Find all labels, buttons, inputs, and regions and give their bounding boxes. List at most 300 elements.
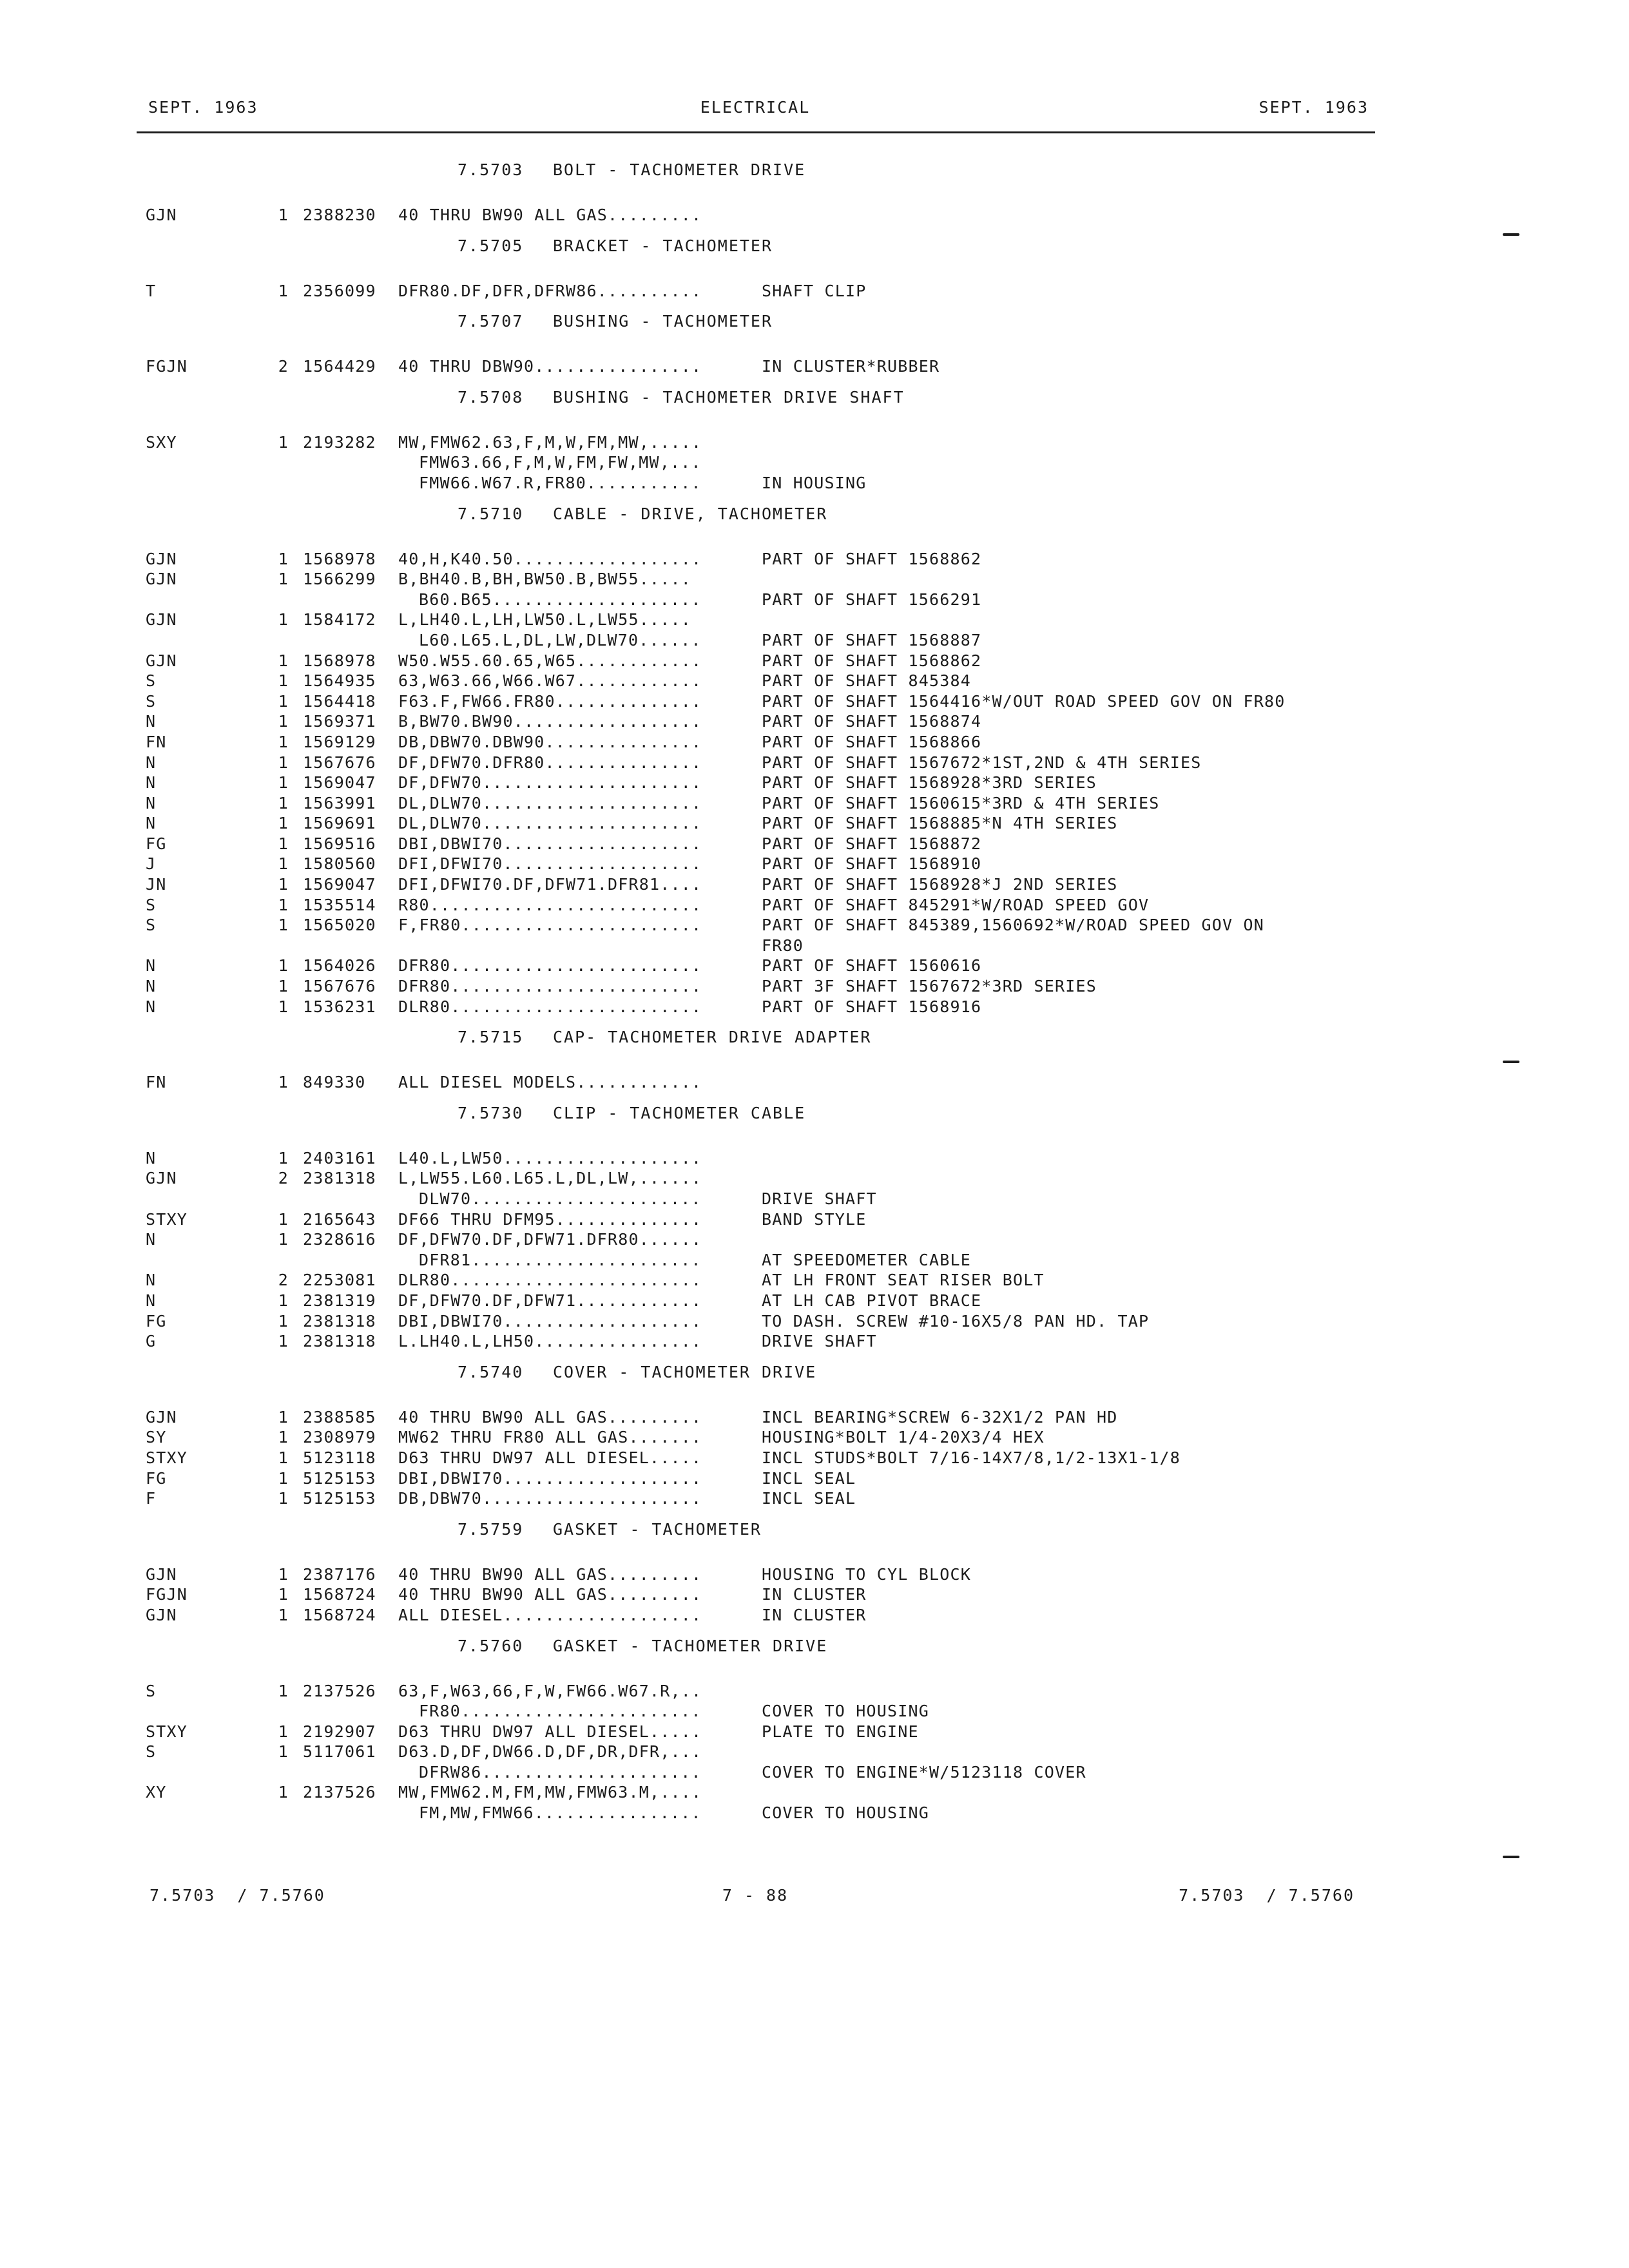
part-entry <box>0 1229 1629 1270</box>
part-number: 1584172 <box>303 610 376 629</box>
part-entry <box>0 1584 1629 1605</box>
model-applicability: MW62 THRU FR80 ALL GAS....... <box>398 1428 702 1447</box>
entry-line <box>0 1229 1629 1250</box>
quantity: 1 <box>278 1407 289 1427</box>
model-applicability: B,BH40.B,BH,BW50.B,BW55..... <box>398 570 692 589</box>
entry-line <box>0 452 1629 473</box>
part-number: 2388585 <box>303 1407 376 1427</box>
part-note: PART OF SHAFT 1568928*J 2ND SERIES <box>762 875 1118 894</box>
part-number: 2388230 <box>303 206 376 224</box>
part-number: 1580560 <box>303 854 376 874</box>
quantity: 1 <box>278 1448 289 1467</box>
model-applicability: DB,DBW70.DBW90............... <box>398 732 702 751</box>
part-note: HOUSING*BOLT 1/4-20X3/4 HEX <box>762 1428 1045 1447</box>
model-applicability: FMW63.66,F,M,W,FM,FW,MW,... <box>419 453 702 472</box>
usage-code: F <box>146 1489 157 1508</box>
header-date-left: SEPT. 1963 <box>148 98 258 117</box>
model-applicability: DFRW86..................... <box>419 1762 702 1782</box>
part-number: 5125153 <box>303 1468 376 1488</box>
part-note: PART OF SHAFT 1566291 <box>762 590 982 609</box>
usage-code: N <box>146 814 157 833</box>
model-applicability: F,FR80....................... <box>398 916 702 935</box>
entry-line <box>0 281 1629 302</box>
margin-mark <box>1503 1856 1519 1858</box>
catalog-section <box>0 226 1629 302</box>
entry-line <box>0 432 1629 453</box>
quantity: 1 <box>278 651 289 670</box>
section-heading <box>0 1093 1629 1134</box>
entry-line <box>0 854 1629 874</box>
usage-code: J <box>146 854 157 874</box>
section-title: BRACKET - TACHOMETER <box>553 236 773 255</box>
entry-line <box>0 732 1629 753</box>
model-applicability: D63 THRU DW97 ALL DIESEL..... <box>398 1722 702 1741</box>
part-number: 2381318 <box>303 1311 376 1331</box>
section-spacer <box>0 1550 1629 1564</box>
usage-code: JN <box>146 875 167 894</box>
part-number: 1569371 <box>303 712 376 731</box>
entry-line <box>0 1331 1629 1352</box>
usage-code: FGJN <box>146 357 188 376</box>
quantity: 1 <box>278 1428 289 1447</box>
usage-code: FG <box>146 1468 167 1488</box>
catalog-section <box>0 149 1629 226</box>
section-number: 7.5708 <box>458 387 524 407</box>
model-applicability: DFR80........................ <box>398 977 702 996</box>
entry-line <box>0 1209 1629 1230</box>
entry-line <box>0 834 1629 854</box>
section-spacer <box>0 267 1629 281</box>
header-rule <box>137 131 1375 133</box>
catalog-section <box>0 1352 1629 1509</box>
model-applicability: DLR80........................ <box>398 997 702 1016</box>
part-note: IN CLUSTER*RUBBER <box>762 357 940 376</box>
section-title: COVER - TACHOMETER DRIVE <box>553 1362 817 1381</box>
section-title: GASKET - TACHOMETER <box>553 1519 762 1539</box>
model-applicability: D63.D,DF,DW66.D,DF,DR,DFR,... <box>398 1742 702 1762</box>
part-number: 1564418 <box>303 691 376 711</box>
part-entry <box>0 834 1629 854</box>
usage-code: S <box>146 1681 157 1700</box>
entry-line <box>0 1742 1629 1762</box>
quantity: 2 <box>278 1271 289 1290</box>
usage-code: FG <box>146 1311 167 1331</box>
usage-code: GJN <box>146 1605 177 1624</box>
part-number: 2253081 <box>303 1271 376 1290</box>
part-note: INCL SEAL <box>762 1489 856 1508</box>
part-entry <box>0 651 1629 671</box>
entry-line <box>0 590 1629 610</box>
entry-line <box>0 1681 1629 1702</box>
section-title: CABLE - DRIVE, TACHOMETER <box>553 504 828 523</box>
section-heading <box>0 1017 1629 1058</box>
part-note: COVER TO ENGINE*W/5123118 COVER <box>762 1762 1086 1782</box>
part-number: 5117061 <box>303 1742 376 1762</box>
part-number: 2192907 <box>303 1722 376 1741</box>
part-note: COVER TO HOUSING <box>762 1702 930 1721</box>
quantity: 1 <box>278 671 289 691</box>
part-number: 2381318 <box>303 1169 376 1188</box>
section-number: 7.5730 <box>458 1103 524 1122</box>
quantity: 1 <box>278 206 289 224</box>
margin-mark <box>1503 233 1519 236</box>
section-title: BUSHING - TACHOMETER <box>553 312 773 331</box>
part-note: PART OF SHAFT 1568866 <box>762 732 982 751</box>
model-applicability: DF,DFW70.DFR80............... <box>398 753 702 772</box>
quantity: 1 <box>278 1722 289 1741</box>
part-note: TO DASH. SCREW #10-16X5/8 PAN HD. TAP <box>762 1311 1150 1331</box>
model-applicability: DF,DFW70.DF,DFW71............ <box>398 1291 702 1310</box>
section-title: BUSHING - TACHOMETER DRIVE SHAFT <box>553 387 905 407</box>
quantity: 1 <box>278 977 289 996</box>
part-number: 1564935 <box>303 671 376 691</box>
quantity: 1 <box>278 691 289 711</box>
section-heading <box>0 1509 1629 1550</box>
entry-line <box>0 1407 1629 1428</box>
entry-line <box>0 976 1629 997</box>
section-title: BOLT - TACHOMETER DRIVE <box>553 160 806 179</box>
usage-code: G <box>146 1332 157 1351</box>
model-applicability: DBI,DBWI70................... <box>398 1468 702 1488</box>
model-applicability: FR80....................... <box>419 1702 702 1721</box>
model-applicability: DL,DLW70..................... <box>398 814 702 833</box>
model-applicability: B60.B65.................... <box>419 590 702 609</box>
model-applicability: DLW70...................... <box>419 1189 702 1208</box>
part-note: AT LH FRONT SEAT RISER BOLT <box>762 1271 1045 1290</box>
model-applicability: MW,FMW62.63,F,M,W,FM,MW,..... <box>398 432 702 452</box>
section-heading <box>0 1352 1629 1393</box>
quantity: 1 <box>278 1605 289 1624</box>
quantity: 1 <box>278 753 289 772</box>
part-entry <box>0 671 1629 691</box>
entry-line <box>0 1803 1629 1823</box>
part-entry <box>0 281 1629 302</box>
model-applicability: D63 THRU DW97 ALL DIESEL..... <box>398 1448 702 1467</box>
part-note: INCL SEAL <box>762 1468 856 1488</box>
part-note: PLATE TO ENGINE <box>762 1722 919 1741</box>
quantity: 1 <box>278 1742 289 1762</box>
entry-line <box>0 1072 1629 1093</box>
part-entry <box>0 1468 1629 1489</box>
part-note: PART OF SHAFT 1568916 <box>762 997 982 1016</box>
footer-range-left: 7.5703 / 7.5760 <box>149 1886 325 1905</box>
section-spacer <box>0 1058 1629 1072</box>
margin-mark <box>1503 1061 1519 1063</box>
part-entry <box>0 1407 1629 1428</box>
part-note: INCL BEARING*SCREW 6-32X1/2 PAN HD <box>762 1407 1118 1427</box>
quantity: 1 <box>278 1489 289 1508</box>
part-number: 2165643 <box>303 1209 376 1229</box>
part-entry <box>0 1270 1629 1291</box>
entry-line <box>0 1168 1629 1189</box>
entry-line <box>0 1605 1629 1626</box>
entry-line <box>0 610 1629 630</box>
entry-line <box>0 1564 1629 1585</box>
usage-code: N <box>146 712 157 731</box>
part-note: INCL STUDS*BOLT 7/16-14X7/8,1/2-13X1-1/8 <box>762 1448 1181 1467</box>
quantity: 1 <box>278 854 289 874</box>
part-entry <box>0 732 1629 753</box>
part-entry <box>0 915 1629 956</box>
model-applicability: DBI,DBWI70................... <box>398 834 702 853</box>
entry-line <box>0 630 1629 651</box>
entry-line <box>0 1427 1629 1448</box>
part-entry <box>0 976 1629 997</box>
entry-line <box>0 473 1629 494</box>
usage-code: FN <box>146 1073 167 1092</box>
part-number: 1569047 <box>303 773 376 793</box>
part-note: DRIVE SHAFT <box>762 1189 877 1208</box>
part-number: 1569691 <box>303 814 376 833</box>
part-entry <box>0 1291 1629 1311</box>
part-note: PART OF SHAFT 1568885*N 4TH SERIES <box>762 814 1118 833</box>
part-note: PART OF SHAFT 1568928*3RD SERIES <box>762 773 1097 793</box>
section-number: 7.5740 <box>458 1362 524 1381</box>
usage-code: S <box>146 1742 157 1762</box>
part-note: DRIVE SHAFT <box>762 1332 877 1351</box>
section-heading <box>0 494 1629 535</box>
section-spacer <box>0 191 1629 205</box>
part-entry <box>0 1722 1629 1742</box>
model-applicability: 40 THRU BW90 ALL GAS......... <box>398 206 702 224</box>
section-spacer <box>0 342 1629 356</box>
usage-code: GJN <box>146 206 177 224</box>
entry-line <box>0 793 1629 814</box>
part-note: HOUSING TO CYL BLOCK <box>762 1564 972 1584</box>
part-number: 1565020 <box>303 916 376 935</box>
usage-code: N <box>146 1291 157 1310</box>
part-number: 2328616 <box>303 1230 376 1249</box>
part-entry <box>0 1072 1629 1093</box>
part-note: PART OF SHAFT 845384 <box>762 671 972 691</box>
part-note: PART OF SHAFT 1568872 <box>762 834 982 853</box>
catalog-section <box>0 377 1629 494</box>
part-number: 1568978 <box>303 549 376 568</box>
part-note: AT SPEEDOMETER CABLE <box>762 1250 972 1269</box>
part-note: PART OF SHAFT 845389,1560692*W/ROAD SPEED GOV ON <box>762 916 1265 935</box>
section-number: 7.5707 <box>458 312 524 331</box>
section-title: CAP- TACHOMETER DRIVE ADAPTER <box>553 1028 872 1047</box>
part-number: 2356099 <box>303 281 376 300</box>
page-header <box>137 98 1374 129</box>
section-heading <box>0 226 1629 267</box>
entry-line <box>0 1270 1629 1291</box>
usage-code: S <box>146 895 157 914</box>
section-heading <box>0 377 1629 418</box>
section-spacer <box>0 535 1629 549</box>
entry-line <box>0 956 1629 976</box>
part-entry <box>0 854 1629 874</box>
part-note: IN HOUSING <box>762 473 867 492</box>
model-applicability: FMW66.W67.R,FR80........... <box>419 473 702 492</box>
entry-line <box>0 651 1629 671</box>
model-applicability: DF66 THRU DFM95.............. <box>398 1209 702 1229</box>
model-applicability: FM,MW,FMW66................ <box>419 1803 702 1823</box>
usage-code: FG <box>146 834 167 853</box>
part-number: 1569129 <box>303 732 376 751</box>
entry-line <box>0 549 1629 570</box>
entry-line <box>0 1468 1629 1489</box>
entry-line <box>0 1291 1629 1311</box>
entry-line <box>0 205 1629 226</box>
part-note: BAND STYLE <box>762 1209 867 1229</box>
part-number: 5125153 <box>303 1489 376 1508</box>
part-entry <box>0 1681 1629 1722</box>
section-number: 7.5759 <box>458 1519 524 1539</box>
usage-code: N <box>146 773 157 793</box>
entry-line <box>0 1584 1629 1605</box>
usage-code: N <box>146 1271 157 1290</box>
part-note: PART OF SHAFT 1568910 <box>762 854 982 874</box>
part-entry <box>0 997 1629 1017</box>
quantity: 1 <box>278 1291 289 1310</box>
model-applicability: 40 THRU BW90 ALL GAS......... <box>398 1585 702 1604</box>
section-spacer <box>0 418 1629 432</box>
section-heading <box>0 301 1629 342</box>
catalog-section <box>0 301 1629 377</box>
quantity: 1 <box>278 1585 289 1604</box>
part-note: PART OF SHAFT 1560615*3RD & 4TH SERIES <box>762 793 1160 812</box>
part-entry <box>0 711 1629 732</box>
quantity: 1 <box>278 814 289 833</box>
part-entry <box>0 1148 1629 1169</box>
section-heading <box>0 149 1629 191</box>
page-footer <box>137 1886 1374 1912</box>
part-note: PART OF SHAFT 1560616 <box>762 956 982 975</box>
usage-code: GJN <box>146 610 177 629</box>
usage-code: STXY <box>146 1209 188 1229</box>
usage-code: GJN <box>146 549 177 568</box>
part-number: 849330 <box>303 1073 366 1092</box>
footer-page-number: 7 - 88 <box>722 1886 789 1905</box>
catalog-section <box>0 1509 1629 1626</box>
part-entry <box>0 691 1629 712</box>
part-number: 2381319 <box>303 1291 376 1310</box>
section-number: 7.5710 <box>458 504 524 523</box>
entry-line <box>0 936 1629 956</box>
quantity: 1 <box>278 895 289 914</box>
section-title: GASKET - TACHOMETER DRIVE <box>553 1636 828 1655</box>
part-entry <box>0 356 1629 377</box>
entry-line <box>0 895 1629 916</box>
part-number: 2308979 <box>303 1428 376 1447</box>
part-note: IN CLUSTER <box>762 1585 867 1604</box>
model-applicability: 40 THRU BW90 ALL GAS......... <box>398 1407 702 1427</box>
model-applicability: L.LH40.L,LH50................ <box>398 1332 702 1351</box>
entry-line <box>0 1701 1629 1722</box>
part-number: 1566299 <box>303 570 376 589</box>
part-number: 2137526 <box>303 1681 376 1700</box>
part-entry <box>0 569 1629 610</box>
model-applicability: ALL DIESEL................... <box>398 1605 702 1624</box>
part-number: 1568724 <box>303 1585 376 1604</box>
part-entry <box>0 773 1629 793</box>
header-category: ELECTRICAL <box>700 98 811 117</box>
section-number: 7.5703 <box>458 160 524 179</box>
part-number: 1568978 <box>303 651 376 670</box>
quantity: 1 <box>278 432 289 452</box>
entry-line <box>0 1762 1629 1783</box>
entry-line <box>0 1782 1629 1803</box>
usage-code: STXY <box>146 1448 188 1467</box>
part-note: PART 3F SHAFT 1567672*3RD SERIES <box>762 977 1097 996</box>
usage-code: GJN <box>146 651 177 670</box>
catalog-section <box>0 1017 1629 1093</box>
usage-code: GJN <box>146 570 177 589</box>
model-applicability: W50.W55.60.65,W65............ <box>398 651 702 670</box>
part-note: PART OF SHAFT 845291*W/ROAD SPEED GOV <box>762 895 1150 914</box>
model-applicability: DLR80........................ <box>398 1271 702 1290</box>
part-entry <box>0 1742 1629 1782</box>
entry-line <box>0 753 1629 773</box>
part-note: PART OF SHAFT 1568887 <box>762 630 982 649</box>
model-applicability: MW,FMW62.M,FM,MW,FMW63.M,.... <box>398 1783 702 1802</box>
usage-code: N <box>146 793 157 812</box>
quantity: 1 <box>278 834 289 853</box>
entry-line <box>0 1311 1629 1332</box>
part-entry <box>0 1331 1629 1352</box>
entry-line <box>0 773 1629 793</box>
quantity: 1 <box>278 1564 289 1584</box>
model-applicability: DBI,DBWI70................... <box>398 1311 702 1331</box>
usage-code: N <box>146 956 157 975</box>
entry-line <box>0 711 1629 732</box>
part-entry <box>0 753 1629 773</box>
usage-code: S <box>146 916 157 935</box>
entry-line <box>0 1250 1629 1271</box>
model-applicability: L60.L65.L,DL,LW,DLW70...... <box>419 630 702 649</box>
part-number: 1564026 <box>303 956 376 975</box>
model-applicability: 40,H,K40.50.................. <box>398 549 702 568</box>
footer-range-right: 7.5703 / 7.5760 <box>1179 1886 1354 1905</box>
part-entry <box>0 895 1629 916</box>
entry-line <box>0 356 1629 377</box>
part-number: 2387176 <box>303 1564 376 1584</box>
part-entry <box>0 1605 1629 1626</box>
model-applicability: 63,W63.66,W66.W67............ <box>398 671 702 691</box>
model-applicability: 40 THRU DBW90................ <box>398 357 702 376</box>
model-applicability: R80.......................... <box>398 895 702 914</box>
part-number: 1567676 <box>303 753 376 772</box>
usage-code: GJN <box>146 1564 177 1584</box>
part-note: PART OF SHAFT 1567672*1ST,2ND & 4TH SERIES <box>762 753 1202 772</box>
part-note: SHAFT CLIP <box>762 281 867 300</box>
part-entry <box>0 1168 1629 1209</box>
entry-line <box>0 691 1629 712</box>
part-entry <box>0 1209 1629 1230</box>
part-note: PART OF SHAFT 1564416*W/OUT ROAD SPEED GOV ON FR80 <box>762 691 1286 711</box>
entry-line <box>0 569 1629 590</box>
model-applicability: DFI,DFWI70.DF,DFW71.DFR81.... <box>398 875 702 894</box>
section-number: 7.5715 <box>458 1028 524 1047</box>
entry-line <box>0 915 1629 936</box>
section-number: 7.5705 <box>458 236 524 255</box>
section-heading <box>0 1626 1629 1667</box>
model-applicability: DL,DLW70..................... <box>398 793 702 812</box>
part-entry <box>0 1488 1629 1509</box>
quantity: 1 <box>278 1148 289 1168</box>
quantity: 1 <box>278 549 289 568</box>
quantity: 2 <box>278 1169 289 1188</box>
usage-code: T <box>146 281 157 300</box>
model-applicability: DF,DFW70.DF,DFW71.DFR80...... <box>398 1230 702 1249</box>
entry-line <box>0 997 1629 1017</box>
model-applicability: DFI,DFWI70................... <box>398 854 702 874</box>
usage-code: SXY <box>146 432 177 452</box>
section-spacer <box>0 1393 1629 1407</box>
entry-line <box>0 813 1629 834</box>
usage-code: N <box>146 1230 157 1249</box>
